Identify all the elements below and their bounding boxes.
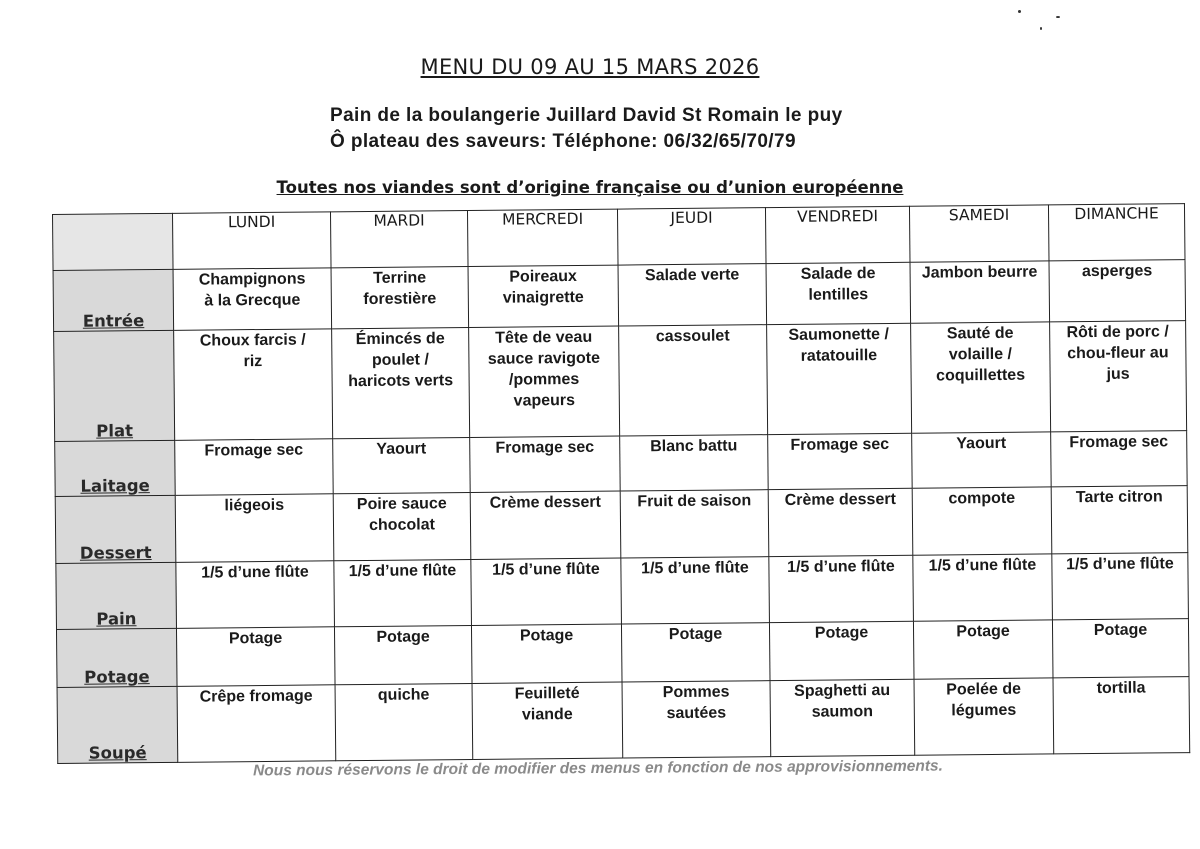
menu-cell xyxy=(335,683,473,760)
dish-text: cassoulet xyxy=(655,327,730,346)
menu-table xyxy=(52,203,1190,764)
menu-cell xyxy=(621,623,770,682)
menu-title: MENU DU 09 AU 15 MARS 2026 xyxy=(420,55,760,79)
origin-note: Toutes nos viandes sont d’origine française ou d’union européenne xyxy=(276,178,904,197)
menu-row xyxy=(57,677,1190,764)
dish-text: Blanc battu xyxy=(650,437,738,456)
menu-cell xyxy=(176,627,335,687)
dish-text: Saumonette / ratatouille xyxy=(788,325,890,365)
dish-text: Tête de veau sauce ravigote /pommes vapeurs xyxy=(487,328,601,410)
row-label: Pain xyxy=(56,562,177,629)
menu-cell xyxy=(914,678,1054,755)
menu-cell xyxy=(471,624,622,683)
menu-cell xyxy=(1051,486,1188,554)
scan-speck xyxy=(1018,10,1021,13)
scan-speck xyxy=(1040,27,1042,30)
dish-text: Choux farcis / riz xyxy=(199,331,306,371)
row-label: Dessert xyxy=(55,495,176,563)
menu-cell xyxy=(768,488,913,556)
menu-cell xyxy=(1053,677,1190,754)
dish-text: 1/5 d’une flûte xyxy=(641,559,749,578)
menu-cell xyxy=(766,262,911,324)
dish-text: Potage xyxy=(519,627,574,645)
menu-cell xyxy=(769,555,914,622)
dish-text: Tarte citron xyxy=(1075,488,1163,507)
day-header: LUNDI xyxy=(172,212,331,270)
menu-cell xyxy=(912,487,1052,555)
dish-text: Poireaux vinaigrette xyxy=(502,267,584,307)
dish-text: Émincés de poulet / haricots verts xyxy=(348,330,454,391)
menu-cell xyxy=(913,620,1053,679)
menu-cell xyxy=(769,621,914,680)
day-header: JEUDI xyxy=(617,208,766,265)
menu-cell xyxy=(174,329,333,441)
row-label: Plat xyxy=(54,330,175,441)
dish-text: quiche xyxy=(377,686,430,704)
menu-row xyxy=(55,486,1188,564)
menu-cell xyxy=(1049,260,1186,322)
bakery-line: Pain de la boulangerie Juillard David St Romain le puy xyxy=(330,105,843,126)
menu-cell xyxy=(767,323,912,434)
dish-text: Poelée de légumes xyxy=(946,680,1022,720)
dish-text: Crème dessert xyxy=(489,493,601,512)
menu-cell xyxy=(1050,321,1187,432)
menu-cell xyxy=(176,561,335,629)
menu-cell xyxy=(331,267,469,329)
dish-text: liégeois xyxy=(224,496,285,515)
menu-cell xyxy=(175,494,334,563)
dish-text: Fromage sec xyxy=(1069,433,1169,452)
dish-text: 1/5 d’une flûte xyxy=(1066,555,1174,574)
menu-cell xyxy=(618,264,767,326)
menu-row xyxy=(56,553,1189,630)
menu-cell xyxy=(332,328,470,439)
menu-cell xyxy=(913,554,1053,621)
dish-text: 1/5 d’une flûte xyxy=(348,562,457,581)
dish-text: Fromage sec xyxy=(790,435,890,454)
menu-cell xyxy=(472,682,623,759)
dish-text: Fromage sec xyxy=(495,438,595,457)
dish-text: Poire sauce chocolat xyxy=(356,495,447,534)
dish-text: 1/5 d’une flûte xyxy=(492,560,600,579)
menu-cell xyxy=(334,625,472,684)
menu-cell xyxy=(770,679,915,756)
menu-cell xyxy=(175,439,334,496)
day-header: MERCREDI xyxy=(467,209,618,266)
menu-cell xyxy=(912,432,1052,488)
menu-cell xyxy=(470,436,621,492)
row-label: Soupé xyxy=(57,686,178,763)
menu-cell xyxy=(333,438,471,494)
dish-text: 1/5 d’une flûte xyxy=(928,556,1037,575)
dish-text: compote xyxy=(948,489,1016,508)
menu-cell xyxy=(173,268,332,331)
menu-cell xyxy=(177,685,336,763)
dish-text: Yaourt xyxy=(956,434,1007,453)
day-header: SAMEDI xyxy=(909,205,1049,262)
dish-text: Pommes sautées xyxy=(662,683,730,723)
row-label: Laitage xyxy=(55,440,176,496)
menu-cell xyxy=(468,265,619,327)
day-header: DIMANCHE xyxy=(1048,204,1185,261)
dish-text: Sauté de volaille / coquillettes xyxy=(936,324,1026,385)
dish-text: Potage xyxy=(376,628,430,646)
day-header: VENDREDI xyxy=(765,206,910,263)
menu-cell xyxy=(619,325,768,436)
contact-line: Ô plateau des saveurs: Téléphone: 06/32/65/70/79 xyxy=(330,131,796,152)
dish-text: Potage xyxy=(956,622,1010,641)
dish-text: Potage xyxy=(668,625,723,644)
dish-text: Salade verte xyxy=(644,266,740,285)
dish-text: Spaghetti au saumon xyxy=(794,681,891,721)
menu-cell xyxy=(910,261,1050,323)
dish-text: Jambon beurre xyxy=(921,263,1038,282)
menu-row xyxy=(54,321,1187,442)
scan-speck xyxy=(1056,16,1060,18)
dish-text: Champignons à la Grecque xyxy=(198,270,306,310)
menu-cell xyxy=(1052,619,1189,678)
dish-text: Yaourt xyxy=(376,440,427,458)
dish-text: tortilla xyxy=(1096,679,1146,697)
menu-cell xyxy=(470,491,621,559)
menu-cell xyxy=(911,322,1051,433)
menu-cell xyxy=(621,557,770,624)
dish-text: 1/5 d’une flûte xyxy=(201,563,309,582)
row-label: Potage xyxy=(56,628,177,687)
footer-note: Nous nous réservons le droit de modifier des menus en fonction de nos approvisionnements. xyxy=(253,757,943,780)
menu-cell xyxy=(622,681,771,758)
menu-cell xyxy=(1051,431,1188,487)
dish-text: Rôti de porc / chou-fleur au jus xyxy=(1066,323,1169,383)
menu-cell xyxy=(1052,553,1189,620)
dish-text: Feuilleté viande xyxy=(514,684,580,724)
day-header: MARDI xyxy=(330,211,468,268)
dish-text: Salade de lentilles xyxy=(800,265,876,304)
menu-cell xyxy=(620,490,769,558)
dish-text: Fromage sec xyxy=(204,441,304,460)
menu-cell xyxy=(471,558,622,625)
dish-text: Potage xyxy=(1093,621,1148,640)
menu-row xyxy=(53,260,1186,332)
menu-cell xyxy=(333,492,471,560)
corner-cell xyxy=(53,213,174,270)
menu-cell xyxy=(334,559,472,626)
menu-row xyxy=(56,619,1189,688)
dish-text: Crêpe fromage xyxy=(199,687,313,706)
menu-cell xyxy=(620,435,769,491)
menu-cell xyxy=(469,326,620,437)
dish-text: Potage xyxy=(814,624,869,642)
dish-text: 1/5 d’une flûte xyxy=(787,557,895,576)
dish-text: Crème dessert xyxy=(784,490,896,509)
row-label: Entrée xyxy=(53,269,174,331)
dish-text: asperges xyxy=(1081,262,1153,281)
menu-cell xyxy=(768,433,913,489)
dish-text: Terrine forestière xyxy=(363,269,437,309)
dish-text: Fruit de saison xyxy=(637,492,752,511)
dish-text: Potage xyxy=(228,629,283,648)
